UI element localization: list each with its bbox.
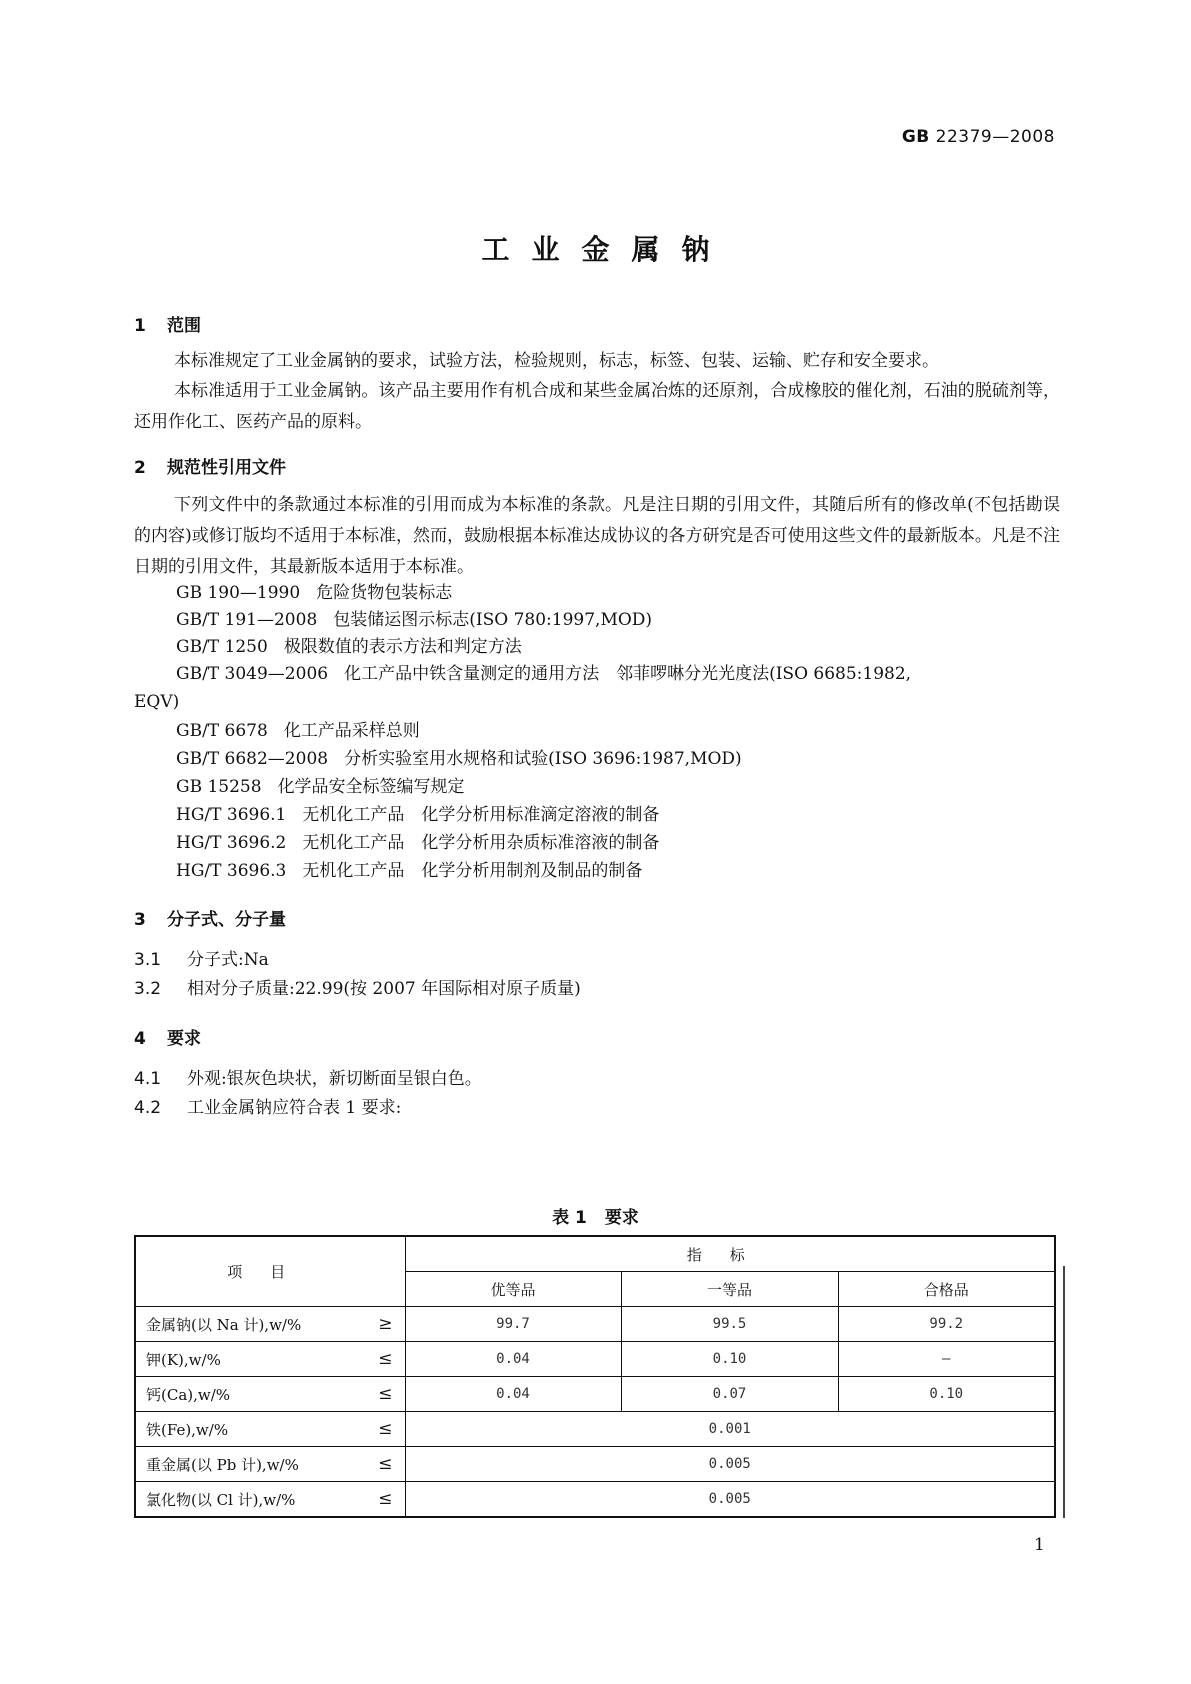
document-title: 工业金属钠: [481, 233, 732, 266]
section-number: 1: [134, 316, 146, 336]
section-title: 规范性引用文件: [167, 458, 286, 478]
value-cell: —: [838, 1342, 1055, 1377]
item-cell: [135, 1377, 405, 1412]
clause-text: 工业金属钠应符合表 1 要求:: [187, 1098, 402, 1118]
normative-reference: [176, 800, 659, 831]
clause-text: 分子式:Na: [187, 950, 269, 970]
value-cell: 99.5: [621, 1307, 838, 1342]
normative-reference: [176, 856, 642, 887]
merged-value-cell: 0.001: [405, 1412, 1055, 1447]
table-row: [135, 1342, 1055, 1377]
clause-3-2: [134, 974, 581, 999]
section-number: 4: [134, 1029, 146, 1049]
section-1-heading: [134, 311, 201, 336]
reference-title: 化工产品中铁含量测定的通用方法 邻菲啰啉分光光度法(ISO 6685:1982,: [344, 664, 912, 684]
table-row: [135, 1482, 1055, 1518]
reference-code: HG/T 3696.3: [176, 861, 287, 881]
clause-text: 相对分子质量:22.99(按 2007 年国际相对原子质量): [187, 979, 581, 999]
header-item: 项目: [227, 1263, 314, 1281]
comparison-symbol: ≤: [378, 1349, 393, 1369]
section-2-intro: 下列文件中的条款通过本标准的引用而成为本标准的条款。凡是注日期的引用文件，其随后所有的修改单(不包括勘误的内容)或修订版均不适用于本标准，然而，鼓励根据本标准达成协议的各方研究是否可使用这些文件的最新版本。凡是不注日期的引用文件，其最新版本适用于本标准。: [134, 495, 1060, 577]
item-label: 重金属(以 Pb 计),w/%: [146, 1455, 299, 1474]
comparison-symbol: ≤: [378, 1489, 393, 1509]
section-title: 分子式、分子量: [167, 910, 286, 930]
reference-continuation: EQV): [134, 692, 180, 712]
clause-number: 4.2: [134, 1098, 162, 1118]
item-label: 钾(K),w/%: [146, 1350, 221, 1369]
item-label: 金属钠(以 Na 计),w/%: [146, 1315, 302, 1334]
reference-code: HG/T 3696.1: [176, 805, 287, 825]
reference-title: 化工产品采样总则: [283, 721, 420, 741]
normative-reference: [176, 744, 742, 775]
section-1-paragraph-2: 本标准适用于工业金属钠。该产品主要用作有机合成和某些金属冶炼的还原剂，合成橡胶的催化剂，石油的脱硫剂等，还用作化工、医药产品的原料。: [134, 381, 1060, 432]
comparison-symbol: ≤: [378, 1454, 393, 1474]
reference-code: GB 15258: [176, 777, 262, 797]
standard-prefix: GB: [901, 127, 930, 147]
item-cell: [135, 1482, 405, 1518]
margin-scan-line: [1063, 1266, 1065, 1518]
section-title: 范围: [167, 316, 201, 336]
section-title: 要求: [167, 1029, 201, 1049]
requirements-table: [134, 1235, 1056, 1518]
value-cell: 0.04: [405, 1377, 621, 1412]
item-cell: [135, 1342, 405, 1377]
value-cell: 0.10: [621, 1342, 838, 1377]
normative-reference: [176, 828, 659, 859]
table-row: [135, 1447, 1055, 1482]
reference-title: 极限数值的表示方法和判定方法: [283, 637, 522, 657]
section-2-heading: [134, 453, 286, 478]
standard-code: [902, 127, 1055, 147]
comparison-symbol: ≥: [378, 1314, 393, 1334]
header-index-cell: [405, 1236, 1055, 1272]
comparison-symbol: ≤: [378, 1419, 393, 1439]
normative-reference: [176, 716, 420, 747]
reference-code: GB/T 6678: [176, 721, 268, 741]
reference-title: 包装储运图示标志(ISO 780:1997,MOD): [333, 610, 653, 630]
page-number: 1: [1034, 1535, 1045, 1555]
section-3-heading: [134, 905, 286, 930]
table-row: [135, 1412, 1055, 1447]
table-caption-label: 表 1: [552, 1208, 587, 1228]
item-cell: [135, 1307, 405, 1342]
clause-number: 3.2: [134, 979, 162, 999]
item-label: 氯化物(以 Cl 计),w/%: [146, 1490, 296, 1509]
merged-value-cell: 0.005: [405, 1447, 1055, 1482]
reference-code: GB/T 6682—2008: [176, 749, 329, 769]
clause-4-1: [134, 1064, 482, 1089]
reference-code: HG/T 3696.2: [176, 833, 287, 853]
item-label: 钙(Ca),w/%: [146, 1385, 231, 1404]
comparison-symbol: ≤: [378, 1384, 393, 1404]
reference-title: 分析实验室用水规格和试验(ISO 3696:1987,MOD): [344, 749, 742, 769]
clause-text: 外观:银灰色块状，新切断面呈银白色。: [187, 1069, 482, 1089]
clause-number: 4.1: [134, 1069, 162, 1089]
table-caption-title: 要求: [604, 1208, 639, 1228]
clause-3-1: [134, 945, 269, 970]
section-number: 2: [134, 458, 146, 478]
item-cell: [135, 1447, 405, 1482]
grade-header: 优等品: [405, 1272, 621, 1307]
value-cell: 0.10: [838, 1377, 1055, 1412]
normative-reference: [176, 772, 465, 803]
value-cell: 99.7: [405, 1307, 621, 1342]
reference-title: 无机化工产品 化学分析用制剂及制品的制备: [302, 861, 643, 881]
reference-title: 化学品安全标签编写规定: [277, 777, 465, 797]
standard-number: 22379—2008: [935, 127, 1055, 147]
reference-title: 无机化工产品 化学分析用标准滴定溶液的制备: [302, 805, 660, 825]
clause-number: 3.1: [134, 950, 162, 970]
normative-reference: [176, 659, 911, 690]
table-row: [135, 1307, 1055, 1342]
grade-header: 合格品: [838, 1272, 1055, 1307]
table-caption: [0, 1203, 1191, 1228]
reference-code: GB/T 1250: [176, 637, 268, 657]
reference-code: GB/T 191—2008: [176, 610, 318, 630]
reference-title: 无机化工产品 化学分析用杂质标准溶液的制备: [302, 833, 660, 853]
section-number: 3: [134, 910, 146, 930]
header-item-cell: [135, 1236, 405, 1307]
value-cell: 99.2: [838, 1307, 1055, 1342]
section-4-heading: [134, 1024, 201, 1049]
section-1-paragraph-1: 本标准规定了工业金属钠的要求，试验方法，检验规则，标志，标签、包装、运输、贮存和安全要求。: [174, 351, 939, 371]
header-index: 指标: [686, 1245, 773, 1264]
item-label: 铁(Fe),w/%: [146, 1420, 229, 1439]
table-header-row: [135, 1236, 1055, 1272]
reference-code: GB/T 3049—2006: [176, 664, 329, 684]
value-cell: 0.04: [405, 1342, 621, 1377]
item-cell: [135, 1412, 405, 1447]
reference-code: GB 190—1990: [176, 583, 301, 603]
reference-title: 危险货物包装标志: [316, 583, 453, 603]
clause-4-2: [134, 1093, 401, 1118]
merged-value-cell: 0.005: [405, 1482, 1055, 1518]
table-row: [135, 1377, 1055, 1412]
grade-header: 一等品: [621, 1272, 838, 1307]
value-cell: 0.07: [621, 1377, 838, 1412]
